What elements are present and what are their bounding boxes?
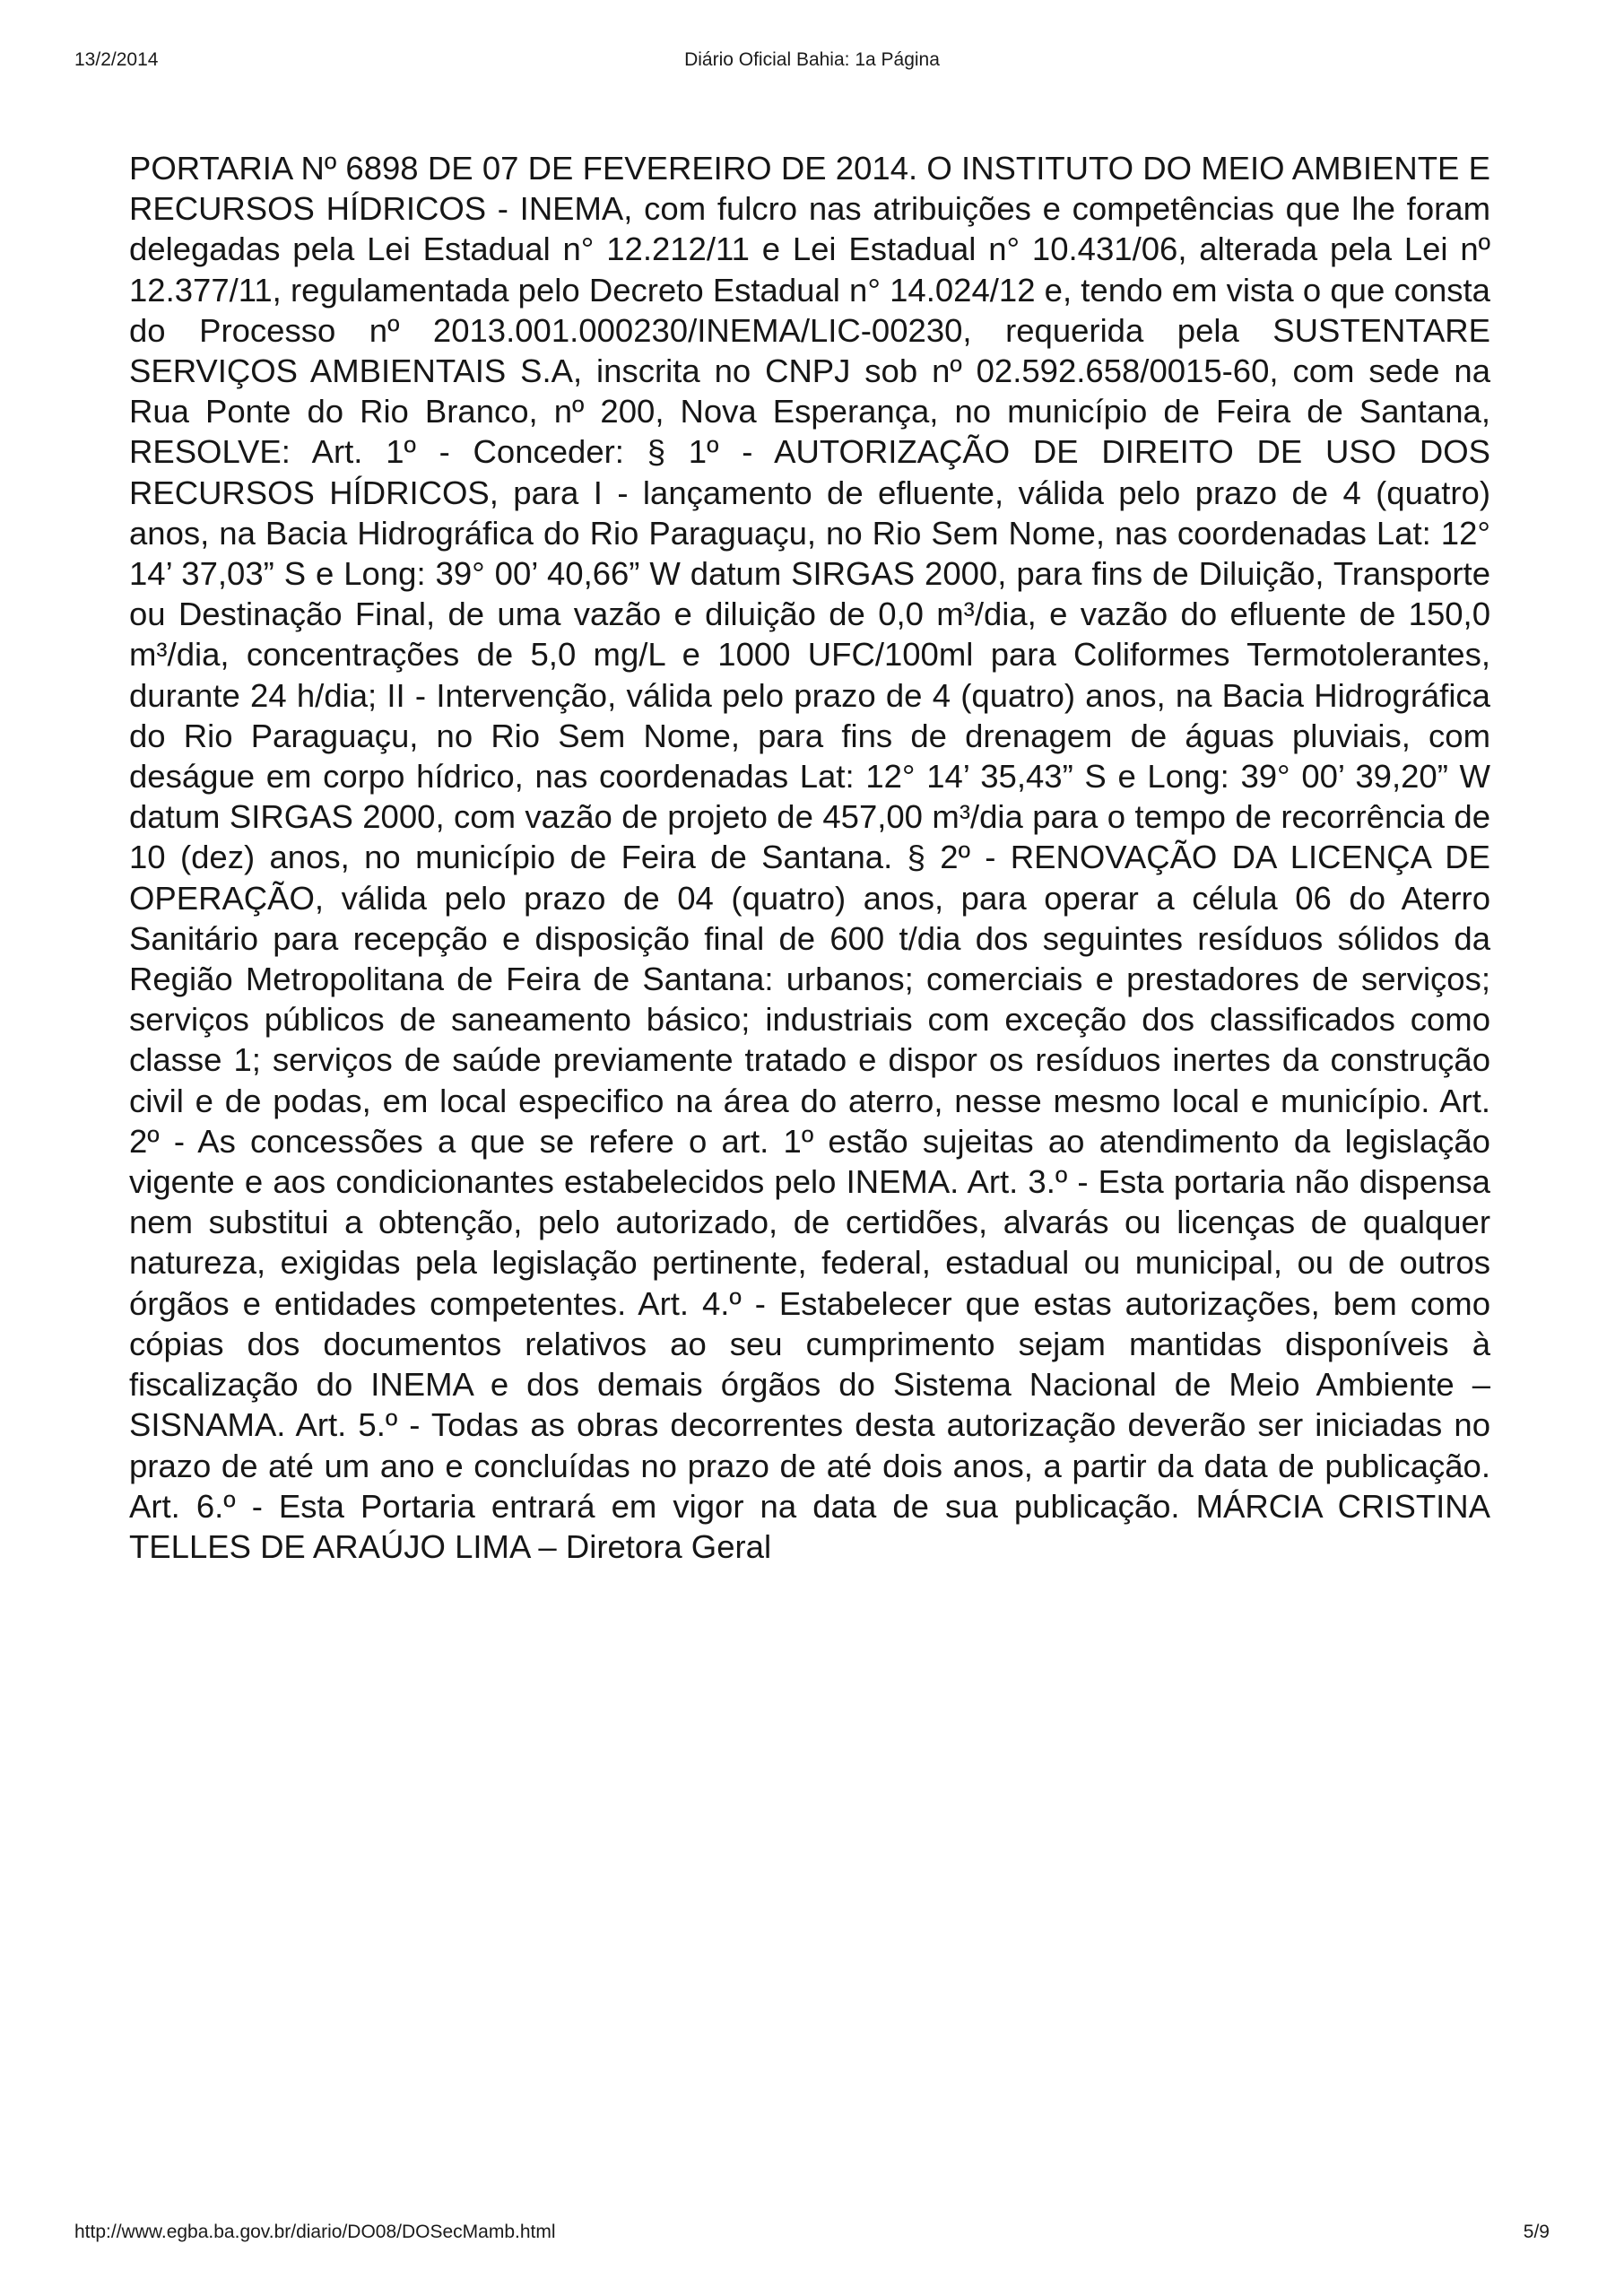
print-footer xyxy=(74,2219,1550,2246)
source-url: http://www.egba.ba.gov.br/diario/DO08/DOSecMamb.html xyxy=(74,2222,556,2242)
page-number: 5/9 xyxy=(1523,2222,1550,2242)
print-header xyxy=(74,47,1550,74)
document-body xyxy=(129,148,1490,1567)
portaria-text: PORTARIA Nº 6898 DE 07 DE FEVEREIRO DE 2014. O INSTITUTO DO MEIO AMBIENTE E RECURSOS HÍDRICOS - INEMA, com fulcro nas atribuições e competências que lhe foram delegadas pela Lei Estadual n° 12.212/11 e Lei Estadual n° 10.431/06, alterada pela Lei nº 12.377/11, regulamentada pelo Decreto Estadual n° 14.024/12 e, tendo em vista o que consta do Processo nº 2013.001.000230/INEMA/LIC-00230, requerida pela SUSTENTARE SERVIÇOS AMBIENTAIS S.A, inscrita no CNPJ sob nº 02.592.658/0015-60, com sede na Rua Ponte do Rio Branco, nº 200, Nova Esperança, no município de Feira de Santana, RESOLVE: Art. 1º - Conceder: § 1º - AUTORIZAÇÃO DE DIREITO DE USO DOS RECURSOS HÍDRICOS, para I - lançamento de efluente, válida pelo prazo de 4 (quatro) anos, na Bacia Hidrográfica do Rio Paraguaçu, no Rio Sem Nome, nas coordenadas Lat: 12° 14’ 37,03” S e Long: 39° 00’ 40,66” W datum SIRGAS 2000, para fins de Diluição, Transporte ou Destinação Final, de uma vazão e diluição de 0,0 m³/dia, e vazão do efluente de 150,0 m³/dia, concentrações de 5,0 mg/L e 1000 UFC/100ml para Coliformes Termotolerantes, durante 24 h/dia; II - Intervenção, válida pelo prazo de 4 (quatro) anos, na Bacia Hidrográfica do Rio Paraguaçu, no Rio Sem Nome, para fins de drenagem de águas pluviais, com deságue em corpo hídrico, nas coordenadas Lat: 12° 14’ 35,43” S e Long: 39° 00’ 39,20” W datum SIRGAS 2000, com vazão de projeto de 457,00 m³/dia para o tempo de recorrência de 10 (dez) anos, no município de Feira de Santana. § 2º - RENOVAÇÃO DA LICENÇA DE OPERAÇÃO, válida pelo prazo de 04 (quatro) anos, para operar a célula 06 do Aterro Sanitário para recepção e disposição final de 600 t/dia dos seguintes resíduos sólidos da Região Metropolitana de Feira de Santana: urbanos; comerciais e prestadores de serviços; serviços públicos de saneamento básico; industriais com exceção dos classificados como classe 1; serviços de saúde previamente tratado e dispor os resíduos inertes da construção civil e de podas, em local especifico na área do aterro, nesse mesmo local e município. Art. 2º - As concessões a que se refere o art. 1º estão sujeitas ao atendimento da legislação vigente e aos condicionantes estabelecidos pelo INEMA. Art. 3.º - Esta portaria não dispensa nem substitui a obtenção, pelo autorizado, de certidões, alvarás ou licenças de qualquer natureza, exigidas pela legislação pertinente, federal, estadual ou municipal, ou de outros órgãos e entidades competentes. Art. 4.º - Estabelecer que estas autorizações, bem como cópias dos documentos relativos ao seu cumprimento sejam mantidas disponíveis à fiscalização do INEMA e dos demais órgãos do Sistema Nacional de Meio Ambiente – SISNAMA. Art. 5.º - Todas as obras decorrentes desta autorização deverão ser iniciadas no prazo de até um ano e concluídas no prazo de até dois anos, a partir da data de publicação. Art. 6.º - Esta Portaria entrará em vigor na data de sua publicação. MÁRCIA CRISTINA TELLES DE ARAÚJO LIMA – Diretora Geral xyxy=(129,150,1490,1565)
print-date: 13/2/2014 xyxy=(74,49,159,70)
page-title: Diário Oficial Bahia: 1a Página xyxy=(684,49,940,70)
